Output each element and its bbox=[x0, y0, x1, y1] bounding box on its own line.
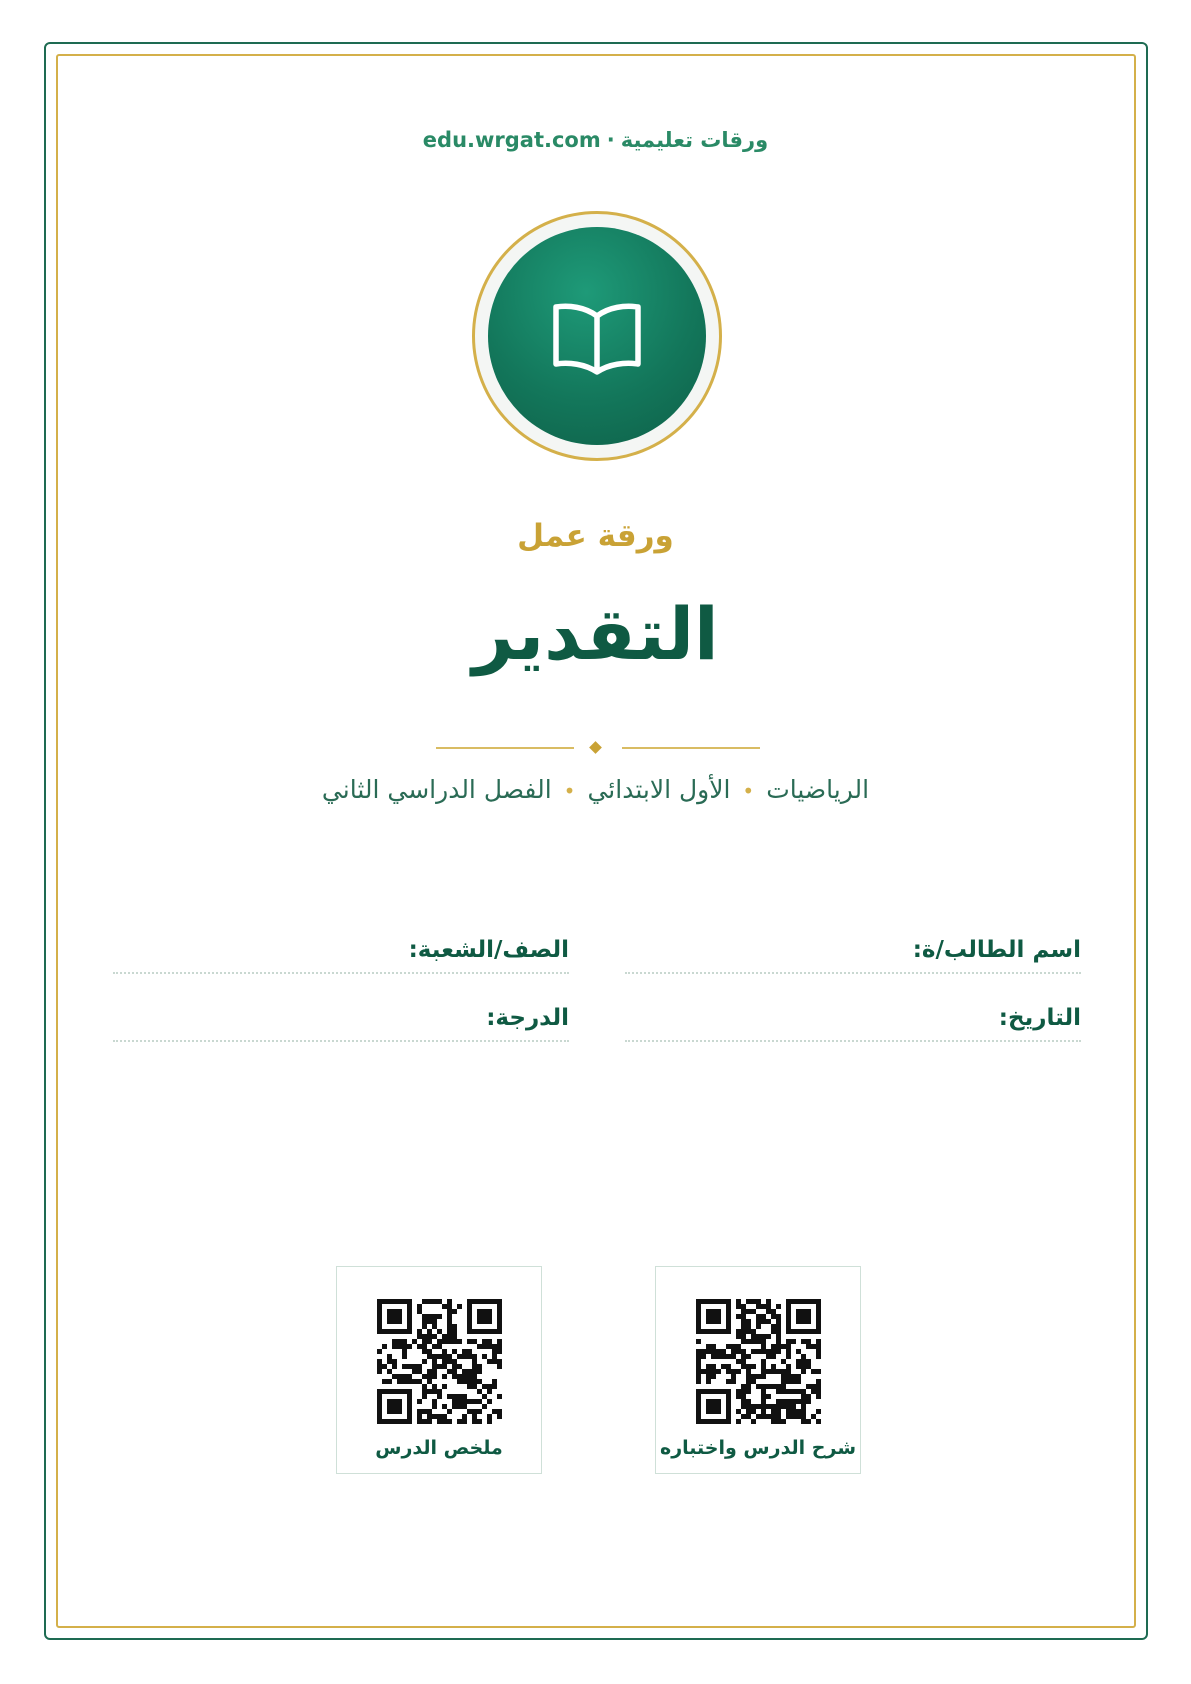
site-url[interactable]: edu.wrgat.com bbox=[422, 128, 601, 152]
meta-grade: الأول الابتدائي bbox=[587, 775, 731, 804]
student-name-field[interactable] bbox=[625, 928, 1081, 974]
meta-dot: • bbox=[742, 779, 755, 803]
meta-term: الفصل الدراسي الثاني bbox=[321, 775, 552, 804]
emblem bbox=[472, 211, 722, 461]
date-label: التاريخ: bbox=[998, 1005, 1081, 1031]
open-book-icon bbox=[551, 300, 643, 376]
qr-label-explanation: شرح الدرس واختباره bbox=[659, 1437, 857, 1459]
page-title: التقدير bbox=[472, 592, 719, 676]
grade-field[interactable] bbox=[113, 996, 569, 1042]
qr-card-summary[interactable] bbox=[336, 1266, 542, 1474]
divider-diamond bbox=[589, 741, 602, 754]
meta-dot: • bbox=[563, 779, 576, 803]
qr-label-summary: ملخص الدرس bbox=[375, 1437, 503, 1459]
qr-card-explanation[interactable] bbox=[655, 1266, 861, 1474]
worksheet-kicker: ورقة عمل bbox=[517, 518, 674, 554]
emblem-circle bbox=[488, 227, 706, 445]
qr-code-icon bbox=[696, 1299, 822, 1425]
header-separator: · bbox=[606, 128, 615, 152]
qr-code-icon bbox=[377, 1299, 503, 1425]
meta-subject: الرياضيات bbox=[766, 775, 870, 804]
class-section-label: الصف/الشعبة: bbox=[408, 937, 569, 963]
student-name-label: اسم الطالب/ة: bbox=[912, 937, 1081, 963]
divider-line-left bbox=[436, 747, 574, 749]
class-section-field[interactable] bbox=[113, 928, 569, 974]
brand-name: ورقات تعليمية bbox=[620, 128, 769, 152]
site-header bbox=[0, 128, 1191, 152]
ornament-divider bbox=[0, 742, 1191, 754]
grade-label: الدرجة: bbox=[486, 1005, 569, 1031]
divider-line-right bbox=[622, 747, 760, 749]
course-meta bbox=[0, 775, 1191, 804]
date-field[interactable] bbox=[625, 996, 1081, 1042]
